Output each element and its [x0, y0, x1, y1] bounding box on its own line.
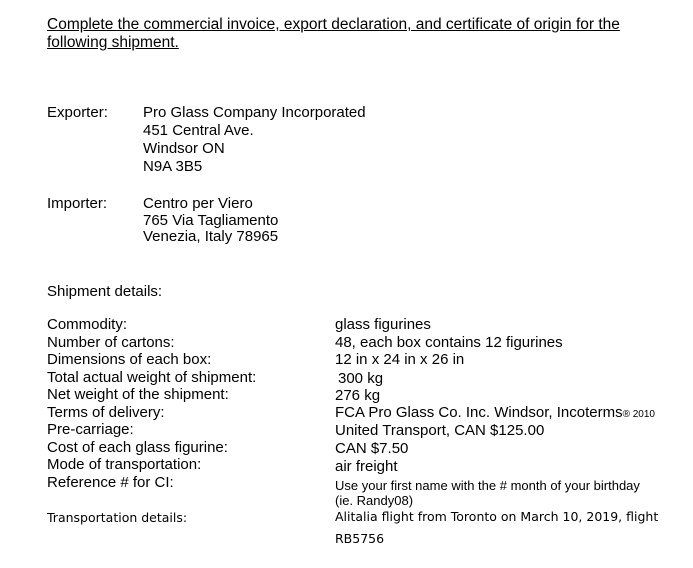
total-weight-value: 300 kg: [338, 370, 384, 387]
precarriage-value: United Transport, CAN $125.00: [335, 422, 545, 439]
field-label: Net weight of the shipment:: [47, 386, 229, 403]
field-label: Cost of each glass figurine:: [47, 438, 228, 456]
field-label: Terms of delivery:: [47, 403, 165, 421]
field-label: Dimensions of each box:: [47, 351, 212, 368]
terms-main: FCA Pro Glass Co. Inc. Windsor, Incoterms: [335, 404, 623, 421]
commodity-value: glass figurines: [335, 316, 431, 333]
exporter-line: Pro Glass Company Incorporated: [143, 104, 366, 121]
importer-line: Centro per Viero: [143, 195, 253, 212]
shipment-heading: Shipment details:: [47, 283, 163, 300]
field-label: Pre-carriage:: [47, 421, 134, 438]
mode-value: air freight: [335, 458, 398, 475]
exporter-address: [143, 104, 366, 176]
reference-value-line2: (ie. Randy08): [335, 493, 414, 508]
importer-label: Importer:: [47, 195, 108, 212]
field-label: Commodity:: [47, 316, 128, 333]
terms-value: [335, 404, 655, 423]
net-weight-value: 276 kg: [335, 387, 381, 404]
exporter-line: Windsor ON: [143, 140, 225, 157]
exporter-line: N9A 3B5: [143, 158, 203, 175]
terms-mark: ® 2010: [622, 409, 655, 420]
dimensions-value: 12 in x 24 in x 26 in: [335, 351, 465, 368]
importer-address: [143, 195, 278, 245]
field-label: Reference # for CI:: [47, 473, 174, 491]
cost-value: CAN $7.50: [335, 440, 409, 457]
page-title: Complete the commercial invoice, export declaration, and certificate of origin for the following shipment.: [47, 16, 620, 51]
transport-line1: Alitalia flight from Toronto on March 10, 2019, flight: [335, 509, 659, 524]
exporter-label: Exporter:: [47, 104, 108, 121]
importer-line: Venezia, Italy 78965: [143, 228, 279, 245]
exporter-line: 451 Central Ave.: [143, 122, 254, 139]
field-label: Mode of transportation:: [47, 456, 202, 473]
field-label: Total actual weight of shipment:: [47, 368, 257, 386]
transport-line2: RB5756: [335, 531, 385, 546]
reference-value-line1: Use your first name with the # month of your birthday: [335, 478, 640, 493]
shipment-labels: [47, 316, 256, 491]
importer-line: 765 Via Tagliamento: [143, 211, 279, 229]
transport-label: Transportation details:: [47, 510, 188, 525]
cartons-value: 48, each box contains 12 figurines: [335, 334, 563, 351]
field-label: Number of cartons:: [47, 333, 175, 351]
